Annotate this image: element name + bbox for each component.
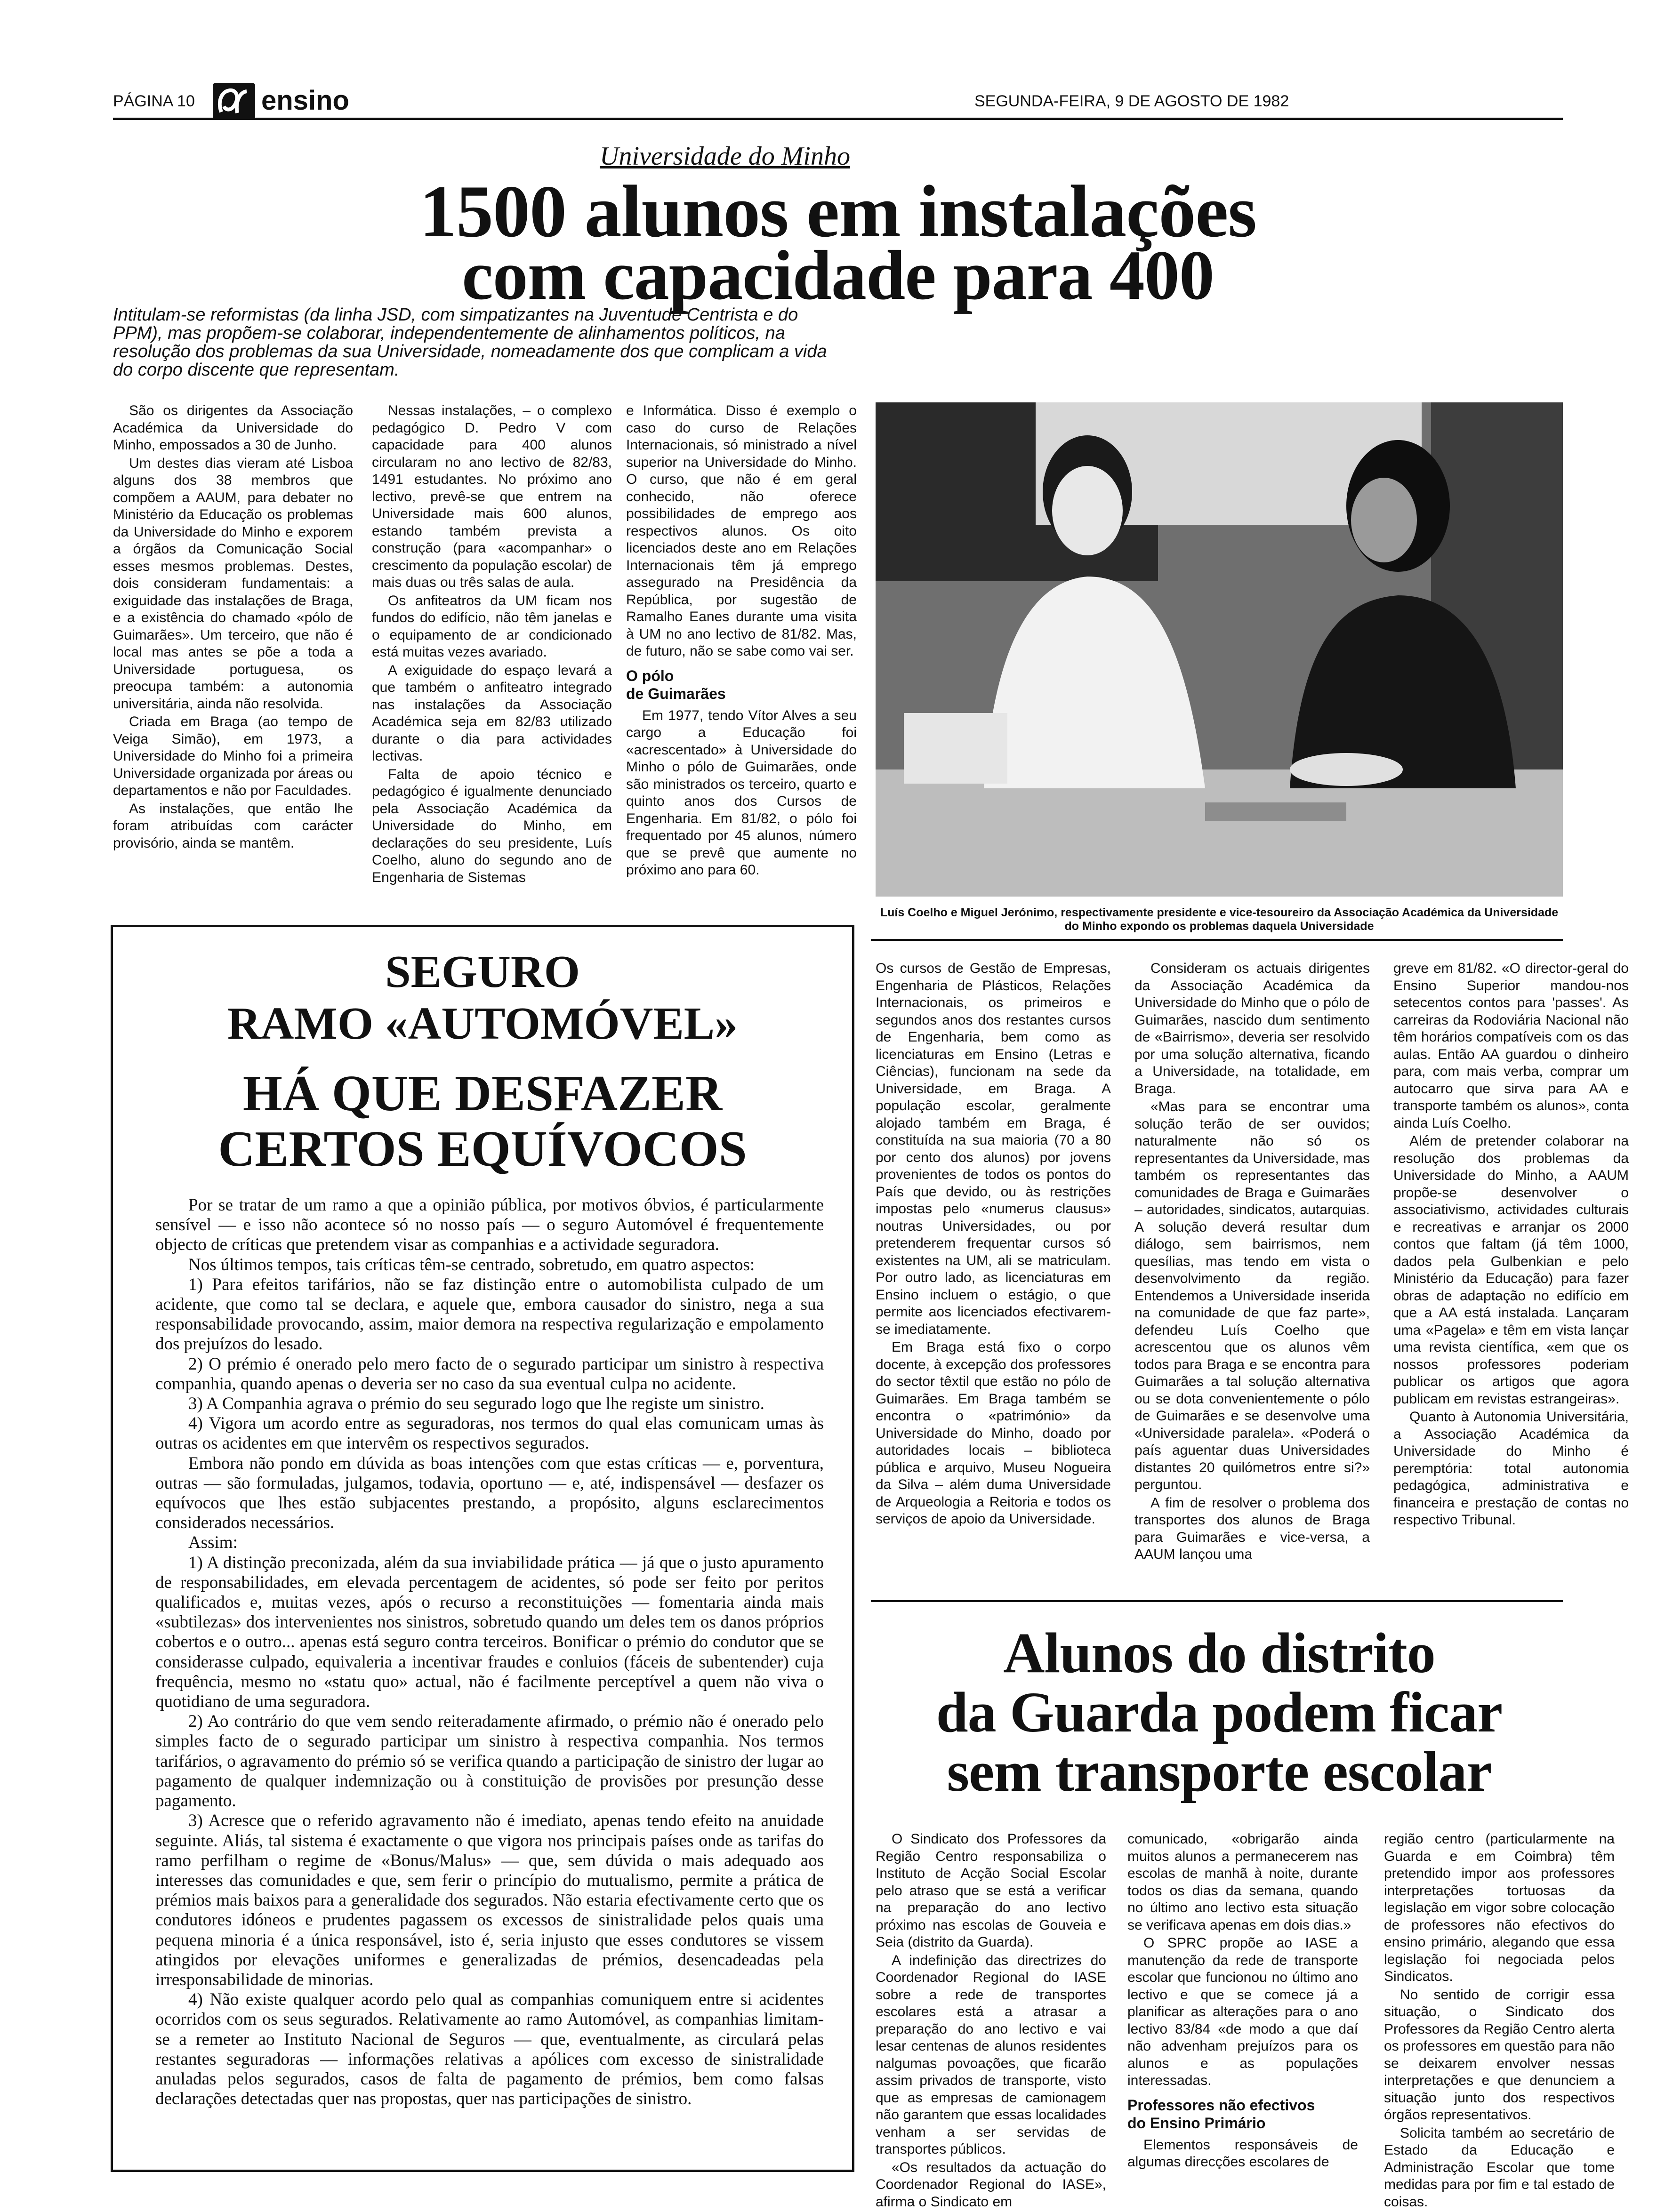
photo-illustration <box>876 402 1563 897</box>
article1-lower-column-2 <box>1134 960 1370 1586</box>
paragraph: e Informática. Disso é exemplo o caso do curso de Relações Internacionais, só ministrado a nível superior na Universidade do Minho. O curso, que não é em geral conhecido, não oferece possibilidades de emprego aos respectivos alunos. Os oito licenciados deste ano em Relações Internacionais têm já emprego assegurado na Presidência da República, por sugestão de Ramalho Eanes durante uma visita à UM no ano lectivo de 81/82. Mas, de futuro, não se sabe como vai ser. <box>626 403 857 659</box>
ad-title-line4: CERTOS EQUÍVOCOS <box>218 1121 747 1177</box>
paragraph: 3) A Companhia agrava o prémio do seu segurado logo que lhe registe um sinistro. <box>188 1394 764 1414</box>
paragraph: Os anfiteatros da UM ficam nos fundos do edifício, não têm janelas e o equipamento de ar condicionado está muitas vezes avariado. <box>372 593 612 660</box>
paragraph: 4) Não existe qualquer acordo pelo qual as companhias comuniquem entre si acidentes ocorridos com os seus segurados. Relativamente ao ramo Automóvel, as companhias limitam-se a remeter ao Instituto Nacional de Seguros — que, eventualmente, as circulará pelas restantes seguradoras — informações relativas a apólices com excesso de sinistralidade anuladas pelos segurados, casos de falta de pagamento de prémios, bem como falsas declarações detectadas quer nas propostas, quer nas participações de sinistro. <box>155 1990 824 2109</box>
subhead-line: do Ensino Primário <box>1127 2114 1266 2132</box>
subhead-professores <box>1127 2096 1358 2132</box>
paragraph: Por se tratar de um ramo a que a opinião pública, por motivos óbvios, é particularmente sensível — e isso não acontece só no nosso país — o seguro Automóvel é frequentemente objecto de críticas que pretendem visar as companhias e a actividade seguradora. <box>155 1195 824 1255</box>
paragraph: Solicita também ao secretário de Estado da Educação e Administração Escolar que tome medidas para por fim e tal estado de coisas. <box>1384 2125 1615 2210</box>
article1-column-1 <box>113 402 353 904</box>
paragraph: São os dirigentes da Associação Académica da Universidade do Minho, empossados a 30 de Junho. <box>113 403 353 453</box>
paragraph: greve em 81/82. «O director-geral do Ensino Superior mandou-nos setecentos contos para 'passes'. As carreiras da Rodoviária Nacional não têm horários compatíveis com os das aulas. Então AA guardou o dinheiro para, com mais verba, comprar um autocarro que sirva para AA e transporte também os alunos», conta ainda Luís Coelho. <box>1393 961 1629 1131</box>
paragraph: A fim de resolver o problema dos transportes dos alunos de Braga para Guimarães e vice-versa, a AAUM lançou uma <box>1134 1495 1370 1562</box>
article-title-line2: com capacidade para 400 <box>462 236 1214 314</box>
article1-lower-column-3 <box>1393 960 1629 1586</box>
paragraph: Elementos responsáveis de algumas direcções escolares de <box>1127 2137 1358 2170</box>
article2-column-1 <box>876 1831 1106 2210</box>
ad-body <box>155 1195 824 2158</box>
paragraph: 2) Ao contrário do que vem sendo reiteradamente afirmado, o prémio não é onerado pelo simples facto de o segurado participar um sinistro à respectiva companhia. Nos termos tarifários, o agravamento do prémio só se verifica quando a participação de sinistro der lugar ao pagamento de qualquer indemnização ou à constituição de provisões por presunção desse pagamento. <box>155 1712 824 1811</box>
paragraph: No sentido de corrigir essa situação, o Sindicato dos Professores da Região Centro alerta os professores em questão para não se deixarem envolver nessas interpretações e que denunciem a situação junto dos respectivos órgãos representativos. <box>1384 1987 1615 2123</box>
article1-lower-column-1 <box>876 960 1111 1586</box>
paragraph: 4) Vigora um acordo entre as seguradoras, nos termos do qual elas comunicam umas às outras os acidentes em que intervêm os respectivos segurados. <box>155 1414 824 1453</box>
paragraph: Um destes dias vieram até Lisboa alguns dos 38 membros que compõem a AAUM, para debater no Ministério da Educação os problemas da Universidade do Minho e exporem a órgãos da Comunicação Social esses mesmos problemas. Destes, dois consideram fundamentais: a exiguidade das instalações de Braga, e a existência do chamado «pólo de Guimarães». Um terceiro, que não é local mas antes se põe a toda a Universidade portuguesa, os preocupa também: a autonomia universitária, ainda não resolvida. <box>113 455 353 712</box>
paragraph: A exiguidade do espaço levará a que também o anfiteatro integrado nas instalações da Associação Académica seja em 82/83 utilizado durante o dia para actividades lectivas. <box>372 662 612 764</box>
section-name: ensino <box>261 85 349 116</box>
paragraph: comunicado, «obrigarão ainda muitos alunos a permanecerem nas escolas de manhã à noite, durante todos os dias da semana, quando no último ano lectivo esta situação se verificava apenas em dois dias.» <box>1127 1831 1358 1933</box>
article-title-line1: 1500 alunos em instalações <box>419 170 1256 253</box>
newspaper-logo <box>213 83 255 120</box>
article2-title-line1: Alunos do distrito <box>1003 1621 1435 1685</box>
paragraph: Os cursos de Gestão de Empresas, Engenharia de Plásticos, Relações Internacionais, os primeiros e segundos anos dos restantes cursos de Engenharia, bem como as licenciaturas em Ensino (Letras e Ciências), funcionam na sede da Universidade, em Braga. A população escolar, geralmente alojado também em Braga, é constituída na sua maioria (70 a 80 por cento dos alunos) por jovens provenientes de todos os pontos do País que devido, ou às restrições impostas pelo «numerus clausus» noutras Universidades, ou por pretenderem frequentar cursos só existentes na UM, ali se matriculam. Por outro lado, as licenciaturas em Ensino incluem o estágio, o que permite aos licenciados efectivarem-se imediatamente. <box>876 961 1111 1337</box>
ad-title-line3: HÁ QUE DESFAZER <box>242 1066 723 1122</box>
news-photo <box>876 402 1563 897</box>
paragraph: Quanto à Autonomia Universitária, a Associação Académica da Universidade do Minho é peremptória: total autonomia pedagógica, administrativa e financeira e prestação de contas no respectivo Tribunal. <box>1393 1409 1629 1528</box>
paragraph: 2) O prémio é onerado pelo mero facto de o segurado participar um sinistro à respectiva companhia, quando apenas o deveria ser no caso da sua eventual culpa no acidente. <box>155 1354 824 1394</box>
article-lead: Intitulam-se reformistas (da linha JSD, com simpatizantes na Juventude Centrista e do PPM), mas propõem-se colaborar, independentemente de alinhamentos políticos, na resolução dos problemas da sua Universidade, nomeadamente dos que complicam a vida do corpo discente que representam. <box>113 305 827 380</box>
paragraph: Em 1977, tendo Vítor Alves a seu cargo a Educação foi «acrescentado» à Universidade do Minho o pólo de Guimarães, onde são ministrados os terceiro, quarto e quinto anos dos Cursos de Engenharia. Em 81/82, o pólo foi frequentado por 45 alunos, número que se prevê que aumente no próximo ano para 60. <box>626 707 857 878</box>
paragraph: Nessas instalações, – o complexo pedagógico D. Pedro V com capacidade para 400 alunos circularam no ano lectivo de 82/83, 1491 estudantes. No próximo ano lectivo, prevê-se que entrem na Universidade mais 600 alunos, estando também prevista a construção (para «acompanhar» o crescimento da população escolar) de mais duas ou três salas de aula. <box>372 403 612 590</box>
issue-date: SEGUNDA-FEIRA, 9 DE AGOSTO DE 1982 <box>974 92 1289 110</box>
subhead-line: Professores não efectivos <box>1127 2096 1315 2114</box>
subhead-line: O pólo <box>626 667 674 684</box>
article2-title-line2: da Guarda podem ficar <box>936 1681 1503 1744</box>
section-divider <box>871 939 1563 941</box>
paragraph: Em Braga está fixo o corpo docente, à excepção dos professores do sector têxtil que estão no pólo de Guimarães. Em Braga também se encontra o «património» da Universidade do Minho, doado por autoridades locais – biblioteca pública e arquivo, Museu Nogueira da Silva – além duma Universidade de Arqueologia a Reitoria e todos os serviços de apoio da Universidade. <box>876 1339 1111 1527</box>
paragraph: Criada em Braga (ao tempo de Veiga Simão), em 1973, a Universidade do Minho foi a primeira Universidade organizada por áreas ou departamentos e não por Faculdades. <box>113 714 353 798</box>
page-number: PÁGINA 10 <box>113 92 195 110</box>
paragraph: 1) Para efeitos tarifários, não se faz distinção entre o automobilista culpado de um acidente, que como tal se declara, e aquele que, embora causador do sinistro, nega a sua responsabilidade provocando, assim, maior demora na respectiva regularização e empolamento dos prejuízos do lesado. <box>155 1274 824 1354</box>
paragraph: «Mas para se encontrar uma solução terão de ser ouvidos; naturalmente não só os representantes da Universidade, mas também os representantes das comunidades de Braga e Guimarães – autoridades, sindicatos, autarquias. A solução deverá resultar dum diálogo, sem bairrismos, nem quesílias, mas tendo em vista o desenvolvimento da região. Entendemos a Universidade inserida na comunidade de que faz parte», defendeu Luís Coelho que acrescentou que os alunos vêm todos para Braga e se encontra para Guimarães a tal solução alternativa ou se dota convenientemente o pólo de Guimarães e se desenvolve uma «Universidade paralela». «Poderá o país aguentar duas Universidades distantes 20 quilómetros entre si?» perguntou. <box>1134 1099 1370 1492</box>
photo-caption: Luís Coelho e Miguel Jerónimo, respectivamente presidente e vice-tesoureiro da Associação Académica da Universidade do Minho expondo os problemas daquela Universidade <box>880 906 1559 933</box>
article2-title-line3: sem transporte escolar <box>947 1740 1492 1803</box>
paragraph: Além de pretender colaborar na resolução dos problemas da Universidade do Minho, a AAUM propõe-se desenvolver o associativismo, actividades culturais e recreativas e arranjar os 2000 contos que faltam (já têm 1000, dados pela Gulbenkian e pelo Ministério da Educação) para fazer obras de adaptação no edifício em que a AA está instalada. Lançaram uma «Pagela» e têm em vista lançar uma revista científica, «em que os nossos professores poderiam publicar os artigos que agora publicam em revistas estrangeiras». <box>1393 1133 1629 1407</box>
section-divider <box>871 1600 1563 1602</box>
logo-glyph-icon <box>213 83 255 120</box>
paragraph: Assim: <box>188 1533 238 1553</box>
paragraph: «Os resultados da actuação do Coordenador Regional do IASE», afirma o Sindicato em <box>876 2159 1106 2210</box>
article2-column-3 <box>1384 1831 1615 2210</box>
paragraph: As instalações, que então lhe foram atribuídas com carácter provisório, ainda se mantêm. <box>113 801 353 851</box>
article1-column-3 <box>626 402 857 904</box>
article-kicker: Universidade do Minho <box>600 142 850 171</box>
article1-column-2 <box>372 402 612 904</box>
paragraph: A indefinição das directrizes do Coordenador Regional do IASE sobre a rede de transportes escolares está a atrasar a preparação do ano lectivo e vai lesar centenas de alunos residentes nalgumas povoações, que ficarão assim privados de transporte, visto que as empresas de camionagem não garantem que essas localidades venham a ser servidas de transportes públicos. <box>876 1952 1106 2157</box>
paragraph: O SPRC propõe ao IASE a manutenção da rede de transporte escolar que funcionou no último ano lectivo e que se comece já a planificar as alterações para o ano lectivo 83/84 «de modo a que daí não advenham prejuízos para os alunos e as populações interessadas. <box>1127 1935 1358 2088</box>
paragraph: 1) A distinção preconizada, além da sua inviabilidade prática — já que o justo apuramento de responsabilidades, em elevada percentagem de acidentes, só pode ser feito por peritos qualificados e, muitas vezes, após o recurso a reconstituições — fomentaria ainda mais «subtilezas» dos intervenientes nos sinistros, sobretudo quando um deles tem os danos próprios cobertos e o outro... apenas está seguro contra terceiros. Bonificar o prémio do condutor que se considerasse culpado, equivaleria a incentivar fraudes e conluios (fáceis de subentender) cuja frequência, mesmo no «statu quo» actual, não é facilmente perceptível a quem não viva o quotidiano de uma seguradora. <box>155 1553 824 1712</box>
paragraph: Consideram os actuais dirigentes da Associação Académica da Universidade do Minho que o pólo de Guimarães, nascido dum sentimento de «Bairrismo», deveria ser resolvido por uma solução alternativa, ficando a Universidade, na totalidade, em Braga. <box>1134 961 1370 1097</box>
paragraph: Embora não pondo em dúvida as boas intenções com que estas críticas — e, porventura, outras — são formuladas, julgamos, todavia, oportuno — e, até, indispensável — desfazer os equívocos que lhes estão subjacentes prestando, a propósito, alguns esclarecimentos considerados necessários. <box>155 1453 824 1533</box>
paragraph: Falta de apoio técnico e pedagógico é igualmente denunciado pela Associação Académica da Universidade do Minho, em declarações do seu presidente, Luís Coelho, aluno do segundo ano de Engenharia de Sistemas <box>372 766 612 885</box>
header-rule <box>113 118 1563 120</box>
ad-title-line1: SEGURO <box>385 946 580 997</box>
paragraph: 3) Acresce que o referido agravamento não é imediato, apenas tendo efeito na anuidade seguinte. Aliás, tal sistema é exactamente o que vigora nos principais países onde as tarifas do ramo perfilham o regime de «Bonus/Malus» — que, sem dúvida o mais adequado aos interesses das comunidades e que, sem ferir o princípio do mutualismo, permite a prática de prémios mais baixos para a generalidade dos segurados. Não estaria efectivamente certo que os condutores idóneos e prudentes pagassem os excessos de sinistralidade pelos quais uma pequena minoria é a única responsável, isto é, seria injusto que esses condutores se vissem atingidos por elevações uniformes e generalizadas de prémios, desencadeadas pela irresponsabilidade de minorias. <box>155 1811 824 1989</box>
subhead-polo <box>626 667 857 703</box>
paragraph: região centro (particularmente na Guarda e em Coimbra) têm pretendido impor aos professores interpretações tortuosas da legislação em vigor sobre colocação de professores não efectivos do ensino primário, alegando que essa legislação foi negociada pelos Sindicatos. <box>1384 1831 1615 1984</box>
article2-column-2 <box>1127 1831 1358 2196</box>
ad-title-line2: RAMO «AUTOMÓVEL» <box>227 998 738 1049</box>
paragraph: Nos últimos tempos, tais críticas têm-se centrado, sobretudo, em quatro aspectos: <box>188 1255 755 1274</box>
paragraph: O Sindicato dos Professores da Região Centro responsabiliza o Instituto de Acção Social Escolar pelo atraso que se está a verificar na preparação do ano lectivo próximo nas escolas de Gouveia e Seia (distrito da Guarda). <box>876 1831 1106 1950</box>
subhead-line: de Guimarães <box>626 685 726 702</box>
